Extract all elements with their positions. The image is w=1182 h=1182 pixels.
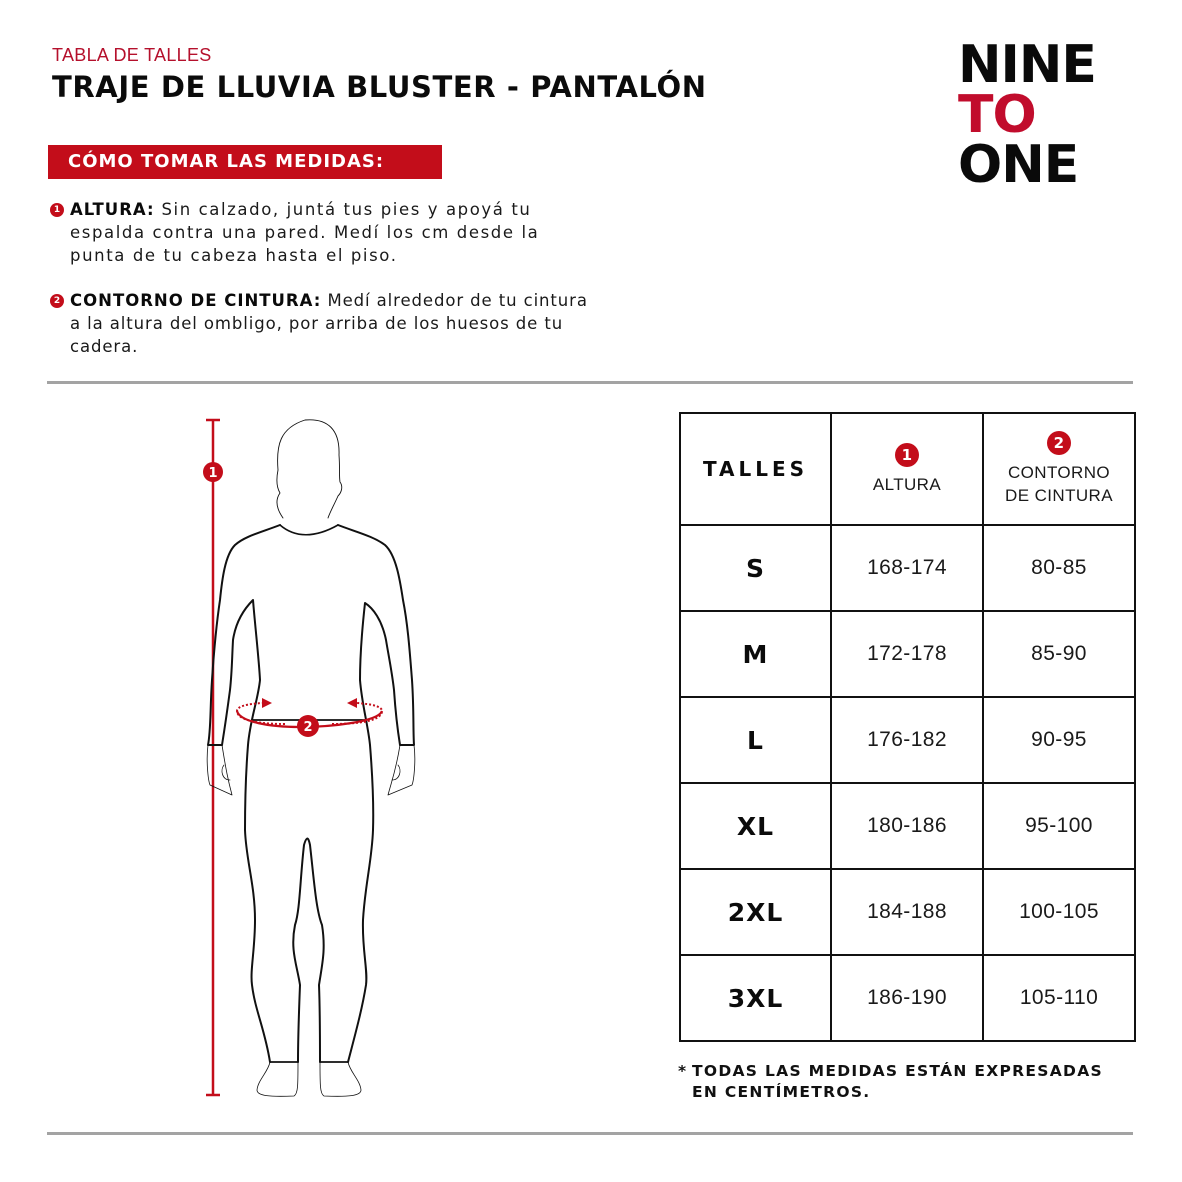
size-cell: L	[680, 697, 831, 783]
waist-cell: 100-105	[983, 869, 1135, 955]
instruction-height	[70, 198, 600, 267]
size-cell: M	[680, 611, 831, 697]
table-row	[680, 525, 1135, 611]
table-row	[680, 611, 1135, 697]
page-title: TRAJE DE LLUVIA BLUSTER - PANTALÓN	[52, 70, 707, 104]
top-divider	[47, 381, 1133, 384]
height-cell: 176-182	[831, 697, 983, 783]
altura-number-icon: 1	[895, 443, 919, 467]
bottom-divider	[47, 1132, 1133, 1135]
units-footnote	[678, 1061, 1148, 1103]
size-cell: 3XL	[680, 955, 831, 1041]
step-1-number-icon: 1	[50, 203, 64, 217]
table-row	[680, 869, 1135, 955]
waist-cell: 85-90	[983, 611, 1135, 697]
instruction-waist-text: Medí alrededor de tu cintura a la altura del ombligo, por arriba de los huesos de tu cadera.	[70, 291, 588, 356]
header-altura	[831, 413, 983, 525]
footnote-line1: TODAS LAS MEDIDAS ESTÁN EXPRESADAS	[692, 1062, 1103, 1080]
height-cell: 172-178	[831, 611, 983, 697]
table-row	[680, 783, 1135, 869]
logo-line-nine: NINE	[958, 35, 1096, 95]
waist-marker-number: 2	[303, 720, 313, 735]
height-cell: 180-186	[831, 783, 983, 869]
brand-logo	[958, 35, 1096, 195]
body-measurement-figure	[190, 410, 440, 1100]
table-header-row	[680, 413, 1135, 525]
table-row	[680, 697, 1135, 783]
footnote-line2: EN CENTÍMETROS.	[692, 1083, 871, 1101]
height-marker-number: 1	[208, 466, 218, 481]
logo-line-to: TO	[958, 85, 1036, 145]
footnote-asterisk: *	[678, 1062, 688, 1080]
height-cell: 186-190	[831, 955, 983, 1041]
header-contorno-line2: DE CINTURA	[1005, 486, 1113, 505]
size-cell: S	[680, 525, 831, 611]
waist-cell: 80-85	[983, 525, 1135, 611]
waist-cell: 105-110	[983, 955, 1135, 1041]
header-contorno-line1: CONTORNO	[1007, 463, 1111, 482]
header-contorno	[983, 413, 1135, 525]
step-2-number-icon: 2	[50, 294, 64, 308]
height-cell: 168-174	[831, 525, 983, 611]
size-chart-table	[679, 412, 1136, 1042]
header-talles: TALLES	[680, 413, 831, 525]
how-to-measure-banner: CÓMO TOMAR LAS MEDIDAS:	[48, 145, 442, 179]
size-cell: 2XL	[680, 869, 831, 955]
height-ruler-icon	[203, 420, 223, 1095]
instruction-waist-label: CONTORNO DE CINTURA:	[70, 291, 322, 310]
table-row	[680, 955, 1135, 1041]
instruction-waist	[70, 289, 600, 358]
waist-cell: 90-95	[983, 697, 1135, 783]
page-subtitle: TABLA DE TALLES	[52, 45, 212, 65]
contorno-number-icon: 2	[1047, 431, 1071, 455]
logo-line-one: ONE	[958, 135, 1079, 195]
instruction-height-label: ALTURA:	[70, 200, 155, 219]
header-altura-label: ALTURA	[872, 474, 942, 494]
size-cell: XL	[680, 783, 831, 869]
instruction-height-text: Sin calzado, juntá tus pies y apoyá tu espalda contra una pared. Medí los cm desde la punta de tu cabeza hasta el piso.	[70, 200, 540, 265]
waist-cell: 95-100	[983, 783, 1135, 869]
height-cell: 184-188	[831, 869, 983, 955]
